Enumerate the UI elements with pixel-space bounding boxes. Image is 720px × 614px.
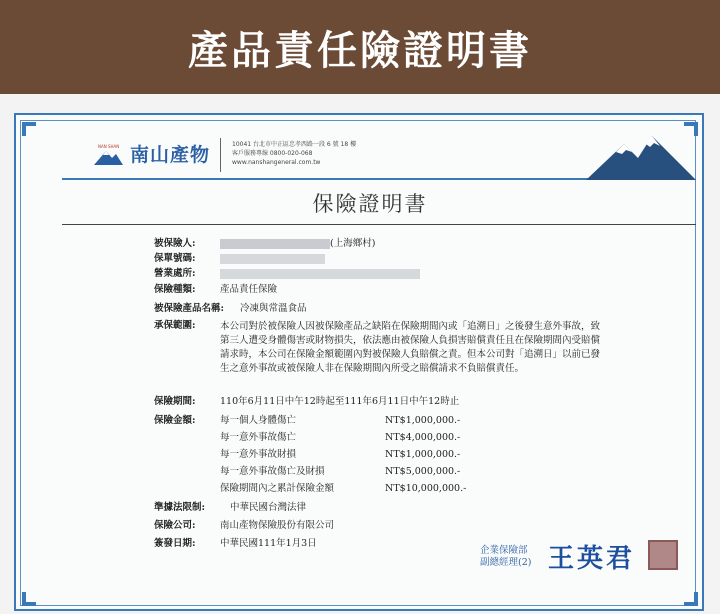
insured-label: 被保險人: [154,238,196,249]
issue-label: 簽發日期: [154,538,196,549]
frame-corner [22,122,36,136]
amount-item-value: NT$1,000,000.- [385,415,461,426]
company-website: www.nanshangeneral.com.tw [232,159,321,166]
business-label: 營業處所: [154,268,196,279]
amount-item-value: NT$10,000,000.- [385,483,467,494]
frame-corner [22,592,36,606]
amount-item [220,466,460,478]
type-label: 保險種類: [154,284,196,295]
amount-item-value: NT$1,000,000.- [385,449,461,460]
company-phone: 客戶服務專線 0800-020-068 [232,150,313,157]
mountain-logo-icon [92,141,124,167]
type-value: 產品責任保險 [220,284,278,295]
title-rule [62,224,696,225]
insured-suffix: (上海鄉村) [330,238,376,249]
redacted-policy-no [220,254,325,264]
insurer-row [154,520,334,532]
signer-dept: 企業保險部 [480,545,528,556]
amount-item [220,449,460,461]
amount-item [220,432,460,444]
company-logo [92,140,210,167]
issue-value: 中華民國111年1月3日 [220,538,317,549]
amount-item [220,483,466,495]
header-rule [62,178,640,180]
period-value: 110年6月11日中午12時起至111年6月11日中午12時止 [220,396,460,407]
policy-no-row [154,253,325,265]
law-row [154,502,306,514]
logo-arc-text: NAN SHAN [98,143,120,149]
policy-no-label: 保單號碼: [154,253,196,264]
company-name: 南山產物 [130,144,211,166]
mountain-decoration-icon [586,130,696,182]
amount-row [154,415,220,427]
amount-item-name: 每一意外事故財損 [220,449,297,460]
company-address: 10041 台北市中正區忠孝西路一段 6 號 18 樓 [232,141,357,148]
amount-item-name: 保險期間內之累計保險金額 [220,483,335,494]
redacted-insured-name [220,239,330,249]
insurer-label: 保險公司: [154,520,196,531]
business-row [154,268,420,280]
redacted-business-address [220,269,420,279]
amount-item-value: NT$5,000,000.- [385,466,461,477]
amount-item-name: 每一意外事故傷亡 [220,432,297,443]
period-row [154,396,459,408]
issue-row [154,538,317,550]
header-divider [220,138,221,172]
product-row [154,303,307,315]
insured-row [154,238,375,250]
insurer-value: 南山產物保險股份有限公司 [220,520,335,531]
amount-item-name: 每一個人身體傷亡 [220,415,297,426]
company-contact [232,140,356,167]
period-label: 保險期間: [154,396,196,407]
amount-item [220,415,460,427]
banner-title: 產品責任險證明書 [188,27,532,74]
type-row [154,284,277,296]
amount-label: 保險金額: [154,415,196,426]
signer-name: 王英君 [548,544,636,574]
law-value: 中華民國台灣法律 [230,502,307,513]
product-label: 被保險產品名稱: [154,303,225,314]
law-label: 準據法限制: [154,502,206,513]
scope-label: 承保範圍: [154,320,196,331]
amount-item-value: NT$4,000,000.- [385,432,461,443]
signer-block [480,545,531,569]
amount-item-name: 每一意外事故傷亡及財損 [220,466,325,477]
scope-text: 本公司對於被保險人因被保險產品之缺陷在保險期間內或「追溯日」之後發生意外事故，致第三人遭受身體傷害或財物損失，依法應由被保險人負損害賠償責任且在保險期間內受賠償請求時，本公司在保險金額範圍內對被保險人負賠償之責。但本公司對「追溯日」以前已發生之意外事故或被保險人非在保險期間內所受之賠償請求不負賠償責任。 [220,321,601,374]
document-title: 保險證明書 [312,192,428,216]
scope-row [154,320,220,332]
frame-corner [684,592,698,606]
banner [0,0,720,94]
company-seal-stamp [648,540,678,570]
product-value: 冷凍與常溫食品 [240,303,307,314]
signer-title: 副總經理(2) [480,557,532,568]
